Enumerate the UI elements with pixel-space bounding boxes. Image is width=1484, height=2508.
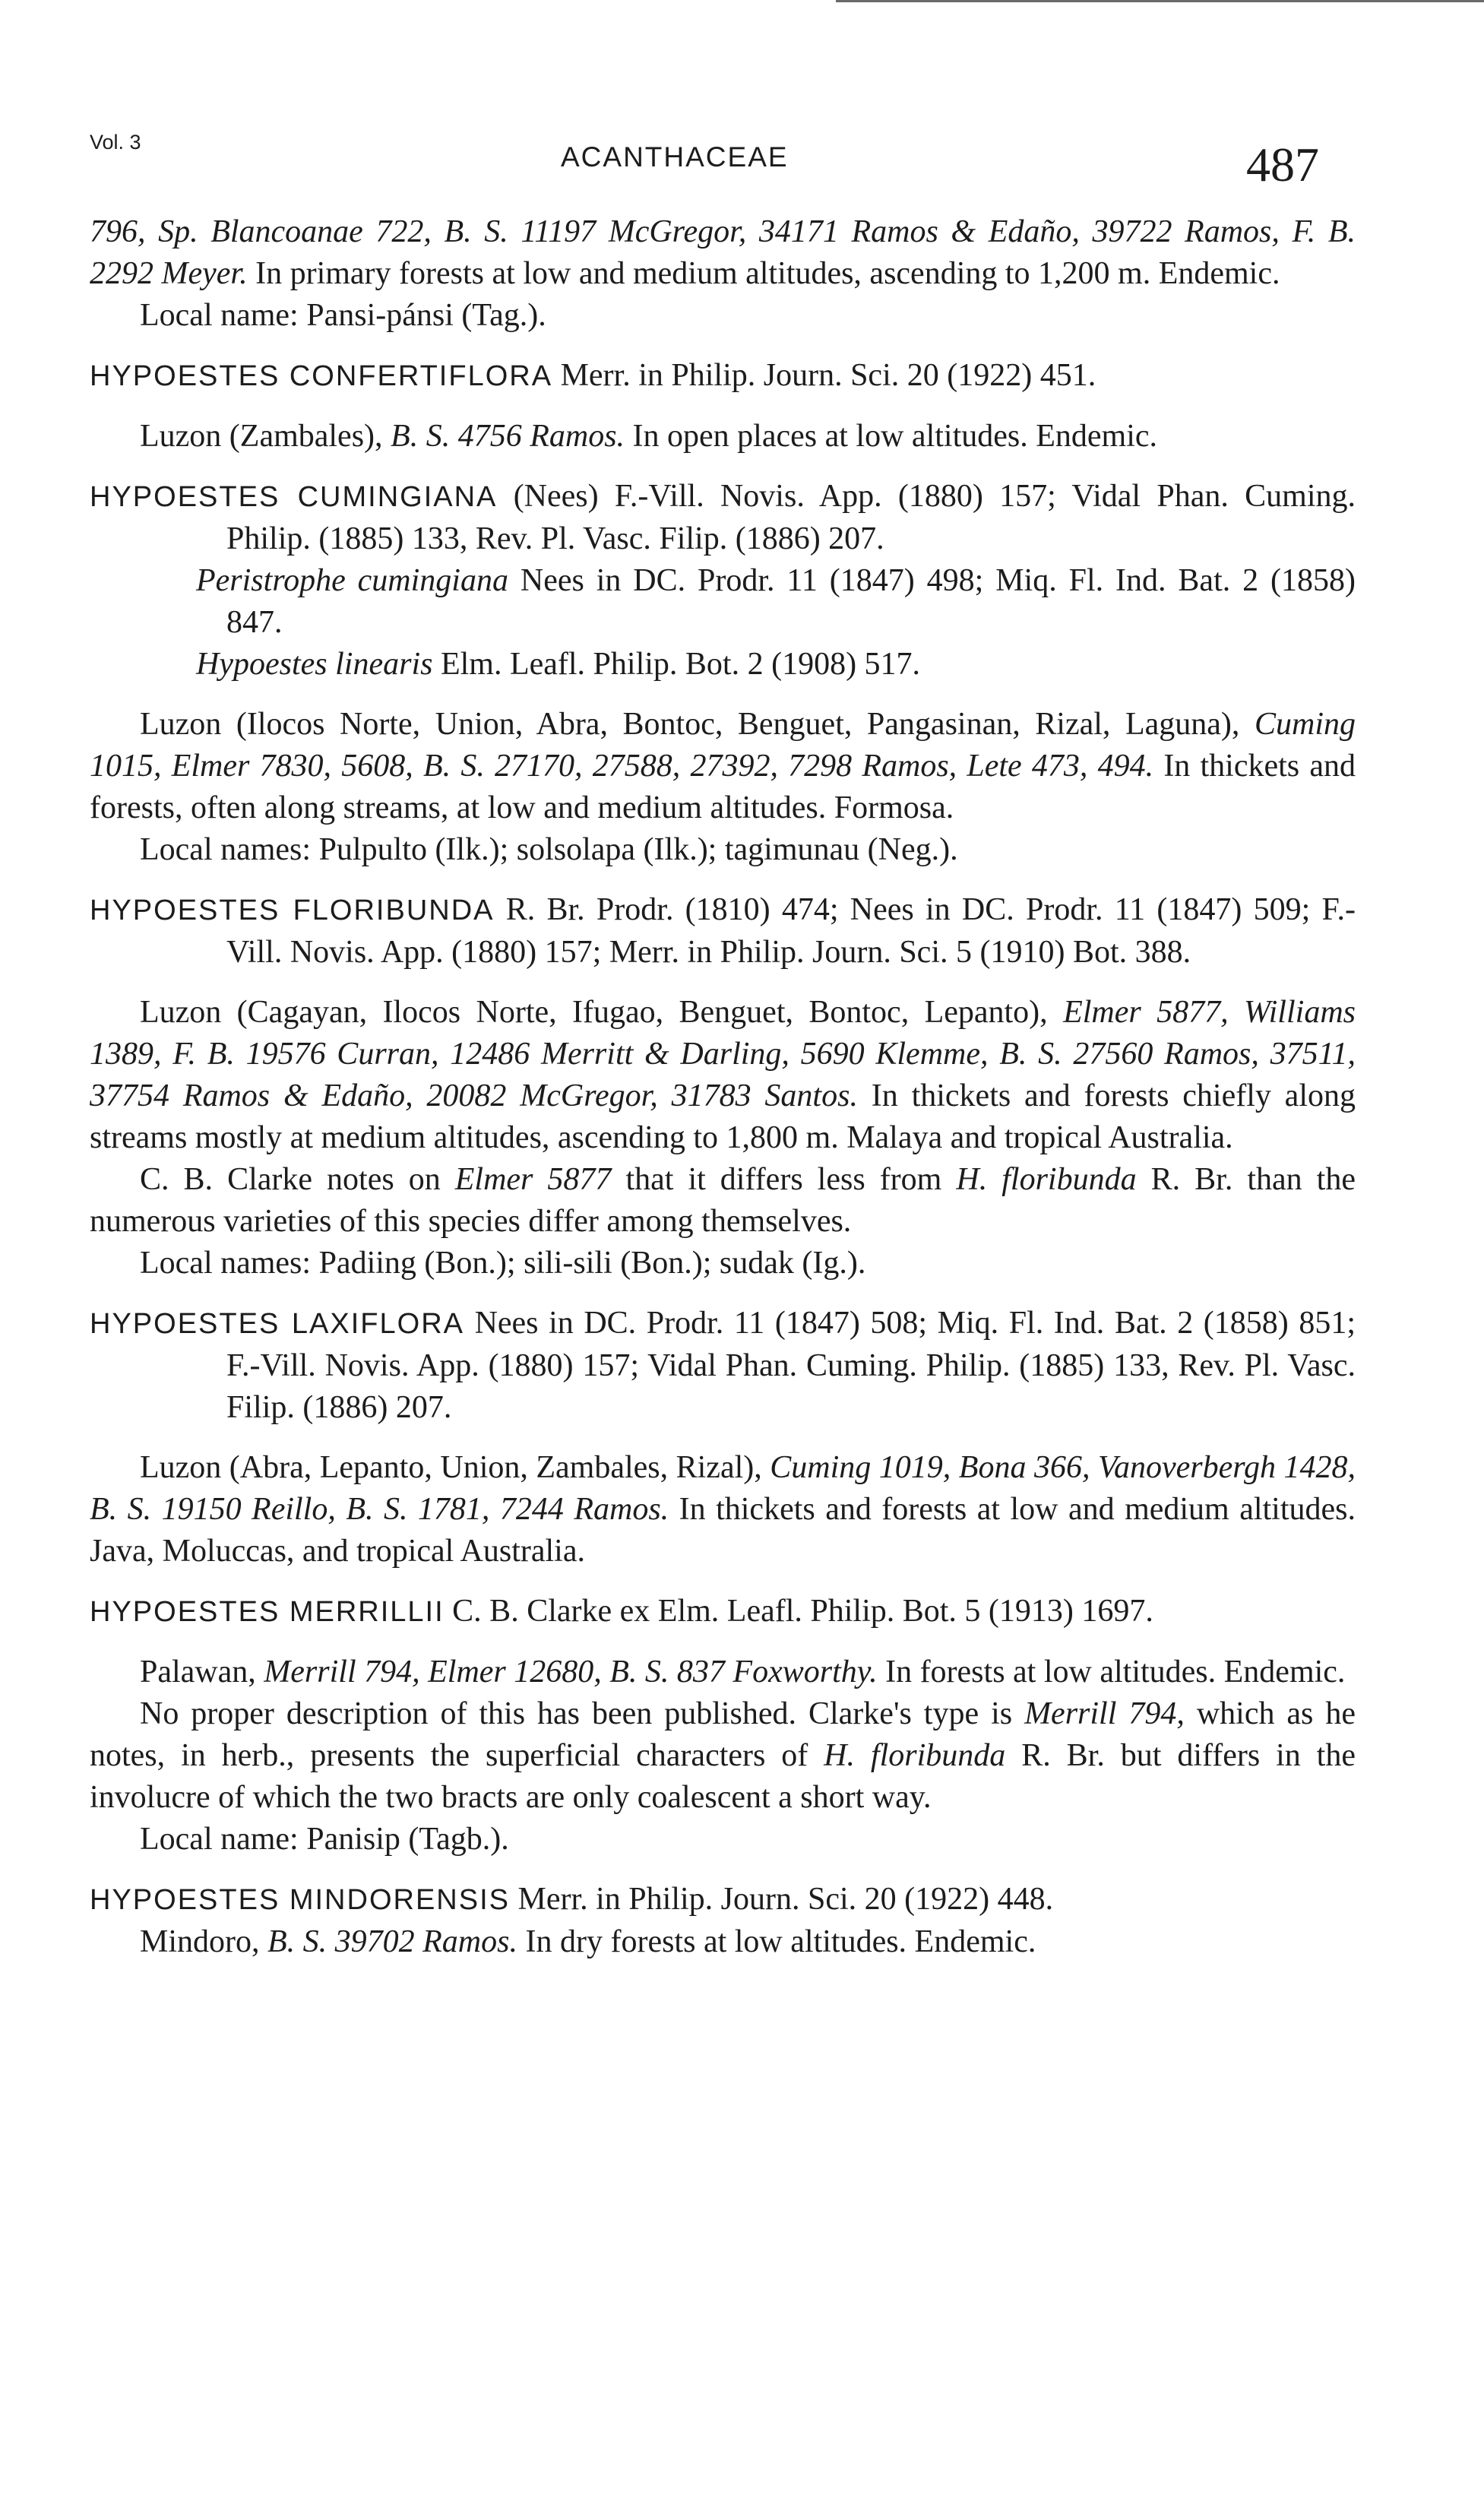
distribution-locality: Palawan,: [140, 1655, 264, 1689]
specimen-list: Elmer 5877, Williams 1389, F. B. 19576 Curran, 12486 Merritt & Darling, 5690 Klemme, B. S. 27560 Ramos, 37511, 37754 Ramos & Edaño, 20082 McGregor, 31783 Santos.: [90, 995, 1356, 1113]
note-text: R. Br. but differs in the involucre of which the two bracts are only coalescent a short way.: [90, 1738, 1356, 1815]
note-specimen: Merrill 794,: [1024, 1696, 1185, 1731]
specimen-list: Cuming 1015, Elmer 7830, 5608, B. S. 27170, 27588, 27392, 7298 Ramos, Lete 473, 494.: [90, 707, 1356, 784]
habitat-text: In open places at low altitudes. Endemic.: [625, 419, 1158, 454]
specimen-list: Merrill 794, Elmer 12680, B. S. 837 Foxworthy.: [264, 1655, 878, 1689]
distribution: [90, 1651, 1356, 1693]
note-text: C. B. Clarke notes on: [140, 1162, 455, 1197]
species-citation: R. Br. Prodr. (1810) 474; Nees in DC. Prodr. 11 (1847) 509; F.-Vill. Novis. App. (1880) 157; Merr. in Philip. Journ. Sci. 5 (1910) Bot. 388.: [226, 892, 1356, 970]
distribution-locality: Luzon (Ilocos Norte, Union, Abra, Bontoc, Benguet, Pangasinan, Rizal, Laguna),: [140, 707, 1255, 742]
distribution: [90, 1921, 1356, 1963]
species-citation: Merr. in Philip. Journ. Sci. 20 (1922) 451.: [552, 358, 1096, 393]
running-head: ACANTHACEAE: [561, 141, 789, 173]
specimen-list: B. S. 39702 Ramos.: [267, 1924, 517, 1959]
note: [90, 1159, 1356, 1243]
top-rule: [836, 0, 1484, 5]
species-entry-floribunda: [90, 889, 1356, 974]
note-text: which as he notes, in herb., presents the superficial characters of: [90, 1696, 1356, 1773]
species-name: HYPOESTES CUMINGIANA: [90, 481, 498, 513]
distribution-locality: Luzon (Zambales),: [140, 419, 391, 454]
specimen-list: B. S. 4756 Ramos.: [391, 419, 625, 454]
distribution-locality: Mindoro,: [140, 1924, 267, 1959]
species-name: HYPOESTES FLORIBUNDA: [90, 895, 495, 926]
synonym-citation: Elm. Leafl. Philip. Bot. 2 (1908) 517.: [432, 647, 921, 682]
distribution: [90, 1447, 1356, 1572]
synonym: [90, 560, 1356, 644]
local-name: Local name: Pansi-pánsi (Tag.).: [140, 298, 546, 333]
note-text: No proper description of this has been published. Clarke's type is: [140, 1696, 1025, 1731]
species-entry-mindorensis: [90, 1879, 1356, 1921]
continued-specimens: [90, 211, 1356, 295]
species-citation: (Nees) F.-Vill. Novis. App. (1880) 157; Vidal Phan. Cuming. Philip. (1885) 133, Rev. Pl. Vasc. Filip. (1886) 207.: [226, 479, 1356, 556]
distribution: [90, 416, 1356, 458]
specimen-list: Cuming 1019, Bona 366, Vanoverbergh 1428, B. S. 19150 Reillo, B. S. 1781, 7244 Ramos.: [90, 1450, 1356, 1527]
distribution-locality: Luzon (Cagayan, Ilocos Norte, Ifugao, Benguet, Bontoc, Lepanto),: [140, 995, 1064, 1030]
habitat-text: In primary forests at low and medium altitudes, ascending to 1,200 m. Endemic.: [247, 256, 1280, 291]
species-entry-confertiflora: [90, 355, 1356, 397]
habitat-text: In thickets and forests, often along streams, at low and medium altitudes. Formosa.: [90, 749, 1356, 825]
page-number: 487: [1246, 138, 1319, 192]
volume-label: Vol. 3: [90, 131, 141, 154]
note-specimen: Elmer 5877: [454, 1162, 612, 1197]
local-name: Local name: Panisip (Tagb.).: [140, 1822, 509, 1857]
page-body: [90, 211, 1356, 1963]
note-taxon: H. floribunda: [956, 1162, 1137, 1197]
local-name: Local names: Padiing (Bon.); sili-sili (Bon.); sudak (Ig.).: [140, 1246, 866, 1281]
species-entry-laxiflora: [90, 1303, 1356, 1429]
specimen-list: 796, Sp. Blancoanae 722, B. S. 11197 McGregor, 34171 Ramos & Edaño, 39722 Ramos, F. B. 2292 Meyer.: [90, 214, 1356, 291]
species-name: HYPOESTES CONFERTIFLORA: [90, 360, 553, 392]
habitat-text: In thickets and forests chiefly along streams mostly at medium altitudes, ascending to 1,800 m. Malaya and tropical Australia.: [90, 1078, 1356, 1155]
species-citation: Merr. in Philip. Journ. Sci. 20 (1922) 448.: [509, 1882, 1054, 1917]
species-entry-cumingiana: [90, 476, 1356, 560]
species-citation: C. B. Clarke ex Elm. Leafl. Philip. Bot. 5 (1913) 1697.: [444, 1594, 1153, 1629]
note-taxon: H. floribunda: [824, 1738, 1006, 1773]
species-citation: Nees in DC. Prodr. 11 (1847) 508; Miq. Fl. Ind. Bat. 2 (1858) 851; F.-Vill. Novis. App. (1880) 157; Vidal Phan. Cuming. Philip. (1885) 133, Rev. Pl. Vasc. Filip. (1886) 207.: [226, 1306, 1356, 1425]
distribution-locality: Luzon (Abra, Lepanto, Union, Zambales, Rizal),: [140, 1450, 770, 1485]
synonym-citation: Nees in DC. Prodr. 11 (1847) 498; Miq. Fl. Ind. Bat. 2 (1858) 847.: [226, 563, 1356, 640]
species-name: HYPOESTES MINDORENSIS: [90, 1884, 510, 1916]
habitat-text: In dry forests at low altitudes. Endemic.: [517, 1924, 1036, 1959]
species-name: HYPOESTES MERRILLII: [90, 1596, 445, 1628]
synonym-name: Peristrophe cumingiana: [196, 563, 508, 598]
species-name: HYPOESTES LAXIFLORA: [90, 1308, 464, 1340]
species-entry-merrillii: [90, 1591, 1356, 1633]
distribution: [90, 992, 1356, 1159]
local-name: Local names: Pulpulto (Ilk.); solsolapa (Ilk.); tagimunau (Neg.).: [140, 832, 958, 867]
note-text: R. Br. than the numerous varieties of this species differ among themselves.: [90, 1162, 1356, 1239]
synonym: [90, 644, 1356, 686]
note-text: that it differs less from: [611, 1162, 957, 1197]
synonym-name: Hypoestes linearis: [196, 647, 433, 682]
habitat-text: In thickets and forests at low and medium altitudes. Java, Moluccas, and tropical Australia.: [90, 1492, 1356, 1569]
habitat-text: In forests at low altitudes. Endemic.: [877, 1655, 1346, 1689]
distribution: [90, 704, 1356, 829]
note: [90, 1693, 1356, 1819]
